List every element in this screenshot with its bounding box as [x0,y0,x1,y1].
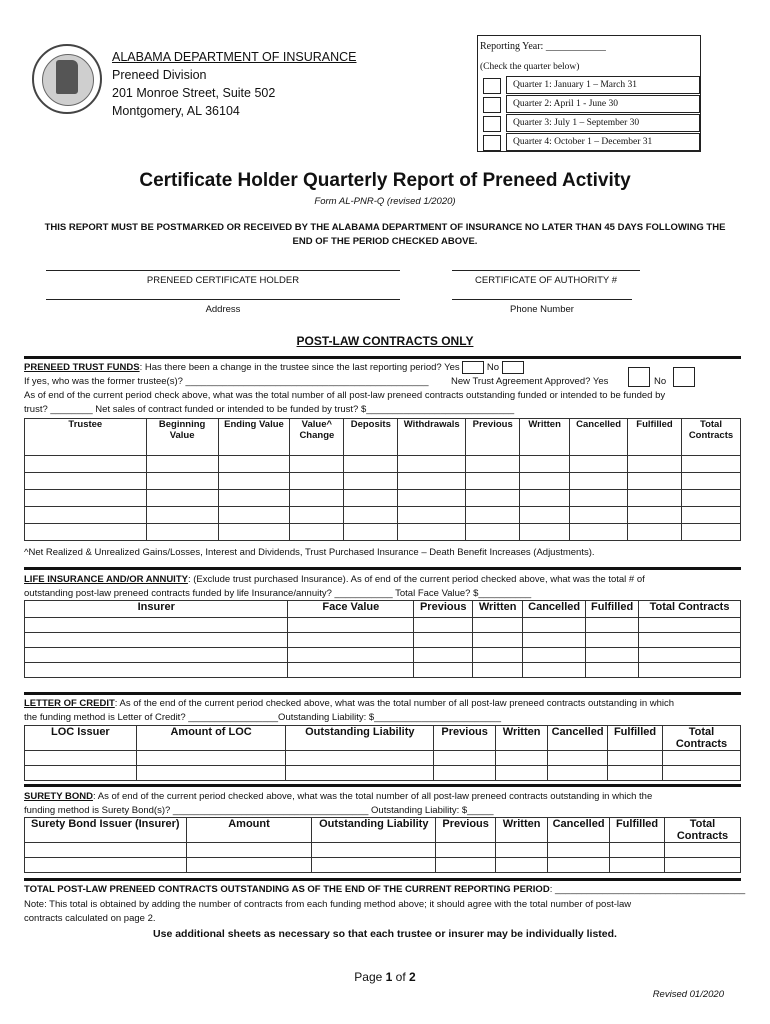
column-header: Cancelled [548,726,608,751]
section-divider [24,567,741,570]
column-header: Fulfilled [610,818,665,843]
table-row[interactable] [25,663,741,678]
street-address: 201 Monroe Street, Suite 502 [112,86,276,100]
column-header: Cancelled [548,818,610,843]
trust-net-sales-question[interactable]: trust? ________ Net sales of contract funded or intended to be funded by trust? $____________________________ [24,404,515,415]
trust-heading: PRENEED TRUST FUNDS [24,362,140,374]
column-header: Written [496,818,548,843]
column-header: Insurer [25,601,288,618]
table-row[interactable] [25,858,741,873]
life-heading: LIFE INSURANCE AND/OR ANNUITY [24,574,188,585]
column-header: Trustee [25,419,147,456]
section-divider [24,878,741,881]
column-header: Amount of LOC [136,726,286,751]
column-header: Cancelled [523,601,586,618]
alabama-map-icon [56,60,78,94]
column-header: Previous [466,419,520,456]
column-header: Outstanding Liability [312,818,436,843]
quarter-row [480,95,700,113]
quarter-4-label: Quarter 4: October 1 – December 31 [506,133,700,151]
quarter-3-checkbox[interactable] [483,116,501,132]
column-header: Previous [414,601,473,618]
life-table [24,600,741,678]
trustee-change-no-checkbox[interactable] [502,361,524,374]
column-header: Fulfilled [628,419,682,456]
surety-question [24,790,652,804]
reporting-year-field[interactable]: Reporting Year: ____________ [480,41,606,52]
life-count-question[interactable]: outstanding post-law preneed contracts funded by life Insurance/annuity? ___________ Total Face Value? $__________ [24,588,532,599]
surety-text: : As of end of the current period checked above, what was the total number of all post-law preneed contracts outstanding in which the [92,791,653,802]
quarter-row [480,114,700,132]
life-text: : (Exclude trust purchased Insurance). As of end of the current period checked above, what was the total # of [187,574,645,585]
quarter-2-label: Quarter 2: April 1 - June 30 [506,95,700,113]
quarter-hint: (Check the quarter below) [480,62,580,72]
life-question [24,573,645,587]
surety-count-question[interactable]: funding method is Surety Bond(s)? _____________________________________ Outstanding Liability: $_____ [24,805,494,816]
page-of: of [392,970,410,984]
former-trustee-question[interactable]: If yes, who was the former trustee(s)? ______________________________________________ [24,376,429,387]
address-label: Address [205,304,241,315]
quarter-row [480,76,700,94]
table-row[interactable] [25,507,741,524]
column-header: Face Value [288,601,414,618]
column-header: Written [496,726,548,751]
holder-label: PRENEED CERTIFICATE HOLDER [146,275,300,286]
section-divider [24,692,741,695]
section-title: POST-LAW CONTRACTS ONLY [296,334,474,348]
column-header: Written [520,419,570,456]
column-header: Fulfilled [608,726,663,751]
table-header-row [25,818,741,843]
table-row[interactable] [25,524,741,541]
column-header: Amount [186,818,312,843]
authority-field[interactable] [452,270,640,286]
page-title: Certificate Holder Quarterly Report of Preneed Activity [139,170,631,191]
new-agreement-yes-checkbox[interactable] [628,367,650,387]
table-header-row [25,601,741,618]
page-current: 1 [385,970,393,984]
address-field[interactable] [46,299,400,315]
table-row[interactable] [25,648,741,663]
no-label: No [486,362,500,374]
phone-label: Phone Number [510,304,574,315]
surety-heading: SURETY BOND [24,791,93,802]
page-number [0,970,770,984]
trust-table [24,418,741,541]
column-header: Value^ Change [290,419,344,456]
surety-table [24,817,741,873]
table-row[interactable] [25,633,741,648]
table-row[interactable] [25,456,741,473]
table-row[interactable] [25,490,741,507]
table-row[interactable] [25,766,741,781]
quarter-4-checkbox[interactable] [483,135,501,151]
column-header: Surety Bond Issuer (Insurer) [25,818,187,843]
value-change-footnote: ^Net Realized & Unrealized Gains/Losses, Interest and Dividends, Trust Purchased Insurance – Death Benefit Increases (Adjustments). [24,547,595,558]
phone-field[interactable] [452,299,632,315]
quarter-2-checkbox[interactable] [483,97,501,113]
total-label: TOTAL POST-LAW PRENEED CONTRACTS OUTSTANDING AS OF THE END OF THE CURRENT REPORTING PERIOD [24,884,550,895]
form-number: Form AL-PNR-Q (revised 1/2020) [314,196,456,207]
loc-text: : As of the end of the current period checked above, what was the total number of all post-law preneed contracts outstanding in which [114,698,675,709]
column-header: Beginning Value [146,419,218,456]
column-header: Previous [434,726,496,751]
table-row[interactable] [25,751,741,766]
city-state: Montgomery, AL 36104 [112,104,240,118]
total-note: Note: This total is obtained by adding the number of contracts from each funding method above; it should agree with the total number of post-law [24,899,632,910]
no-label: No [654,376,667,387]
revision-date: Revised 01/2020 [652,989,724,1000]
trust-count-question: As of end of the current period check above, what was the total number of all post-law preneed contracts outstanding funded or intended to be funded by [24,390,666,401]
quarter-1-checkbox[interactable] [483,78,501,94]
department-name: ALABAMA DEPARTMENT OF INSURANCE [112,50,357,64]
column-header: Withdrawals [398,419,466,456]
authority-label: CERTIFICATE OF AUTHORITY # [475,275,617,286]
quarter-1-label: Quarter 1: January 1 – March 31 [506,76,700,94]
column-header: Total Contracts [663,726,741,751]
deadline-notice: THIS REPORT MUST BE POSTMARKED OR RECEIVED BY THE ALABAMA DEPARTMENT OF INSURANCE NO LATER THAN 45 DAYS FOLLOWING THE END OF THE PERIOD CHECKED ABOVE. [44,222,726,247]
loc-question [24,697,674,711]
holder-field[interactable] [46,270,400,286]
table-row[interactable] [25,843,741,858]
quarter-selection-box [477,35,701,152]
column-header: LOC Issuer [25,726,137,751]
column-header: Total Contracts [665,818,741,843]
additional-sheets-note: Use additional sheets as necessary so that each trustee or insurer may be individually listed. [153,928,617,940]
department-address [112,48,357,120]
trustee-change-yes-checkbox[interactable] [462,361,484,374]
loc-table [24,725,741,781]
table-row[interactable] [25,618,741,633]
column-header: Written [473,601,523,618]
page-total: 2 [409,970,416,984]
column-header: Cancelled [570,419,628,456]
quarter-3-label: Quarter 3: July 1 – September 30 [506,114,700,132]
total-blank: : ____________________________________ [549,884,746,895]
column-header: Fulfilled [586,601,639,618]
table-header-row [25,726,741,751]
division-name: Preneed Division [112,68,207,82]
new-agreement-question: New Trust Agreement Approved? Yes [451,376,609,387]
table-header-row [25,419,741,456]
table-row[interactable] [25,473,741,490]
total-contracts-line[interactable] [24,883,745,897]
loc-count-question[interactable]: the funding method is Letter of Credit? _________________Outstanding Liability: $________________________ [24,712,501,723]
total-note-continued: contracts calculated on page 2. [24,913,156,924]
state-seal [32,44,102,114]
trust-q1-text: : Has there been a change in the trustee since the last reporting period? Yes [139,362,460,374]
new-agreement-no-checkbox[interactable] [673,367,695,387]
column-header: Total Contracts [681,419,740,456]
section-divider [24,356,741,359]
page-prefix: Page [354,970,386,984]
trust-change-question [24,361,524,375]
column-header: Outstanding Liability [286,726,434,751]
column-header: Ending Value [218,419,290,456]
quarter-row [480,133,700,151]
column-header: Deposits [344,419,398,456]
section-divider [24,784,741,787]
column-header: Previous [436,818,496,843]
loc-heading: LETTER OF CREDIT [24,698,115,709]
column-header: Total Contracts [639,601,741,618]
